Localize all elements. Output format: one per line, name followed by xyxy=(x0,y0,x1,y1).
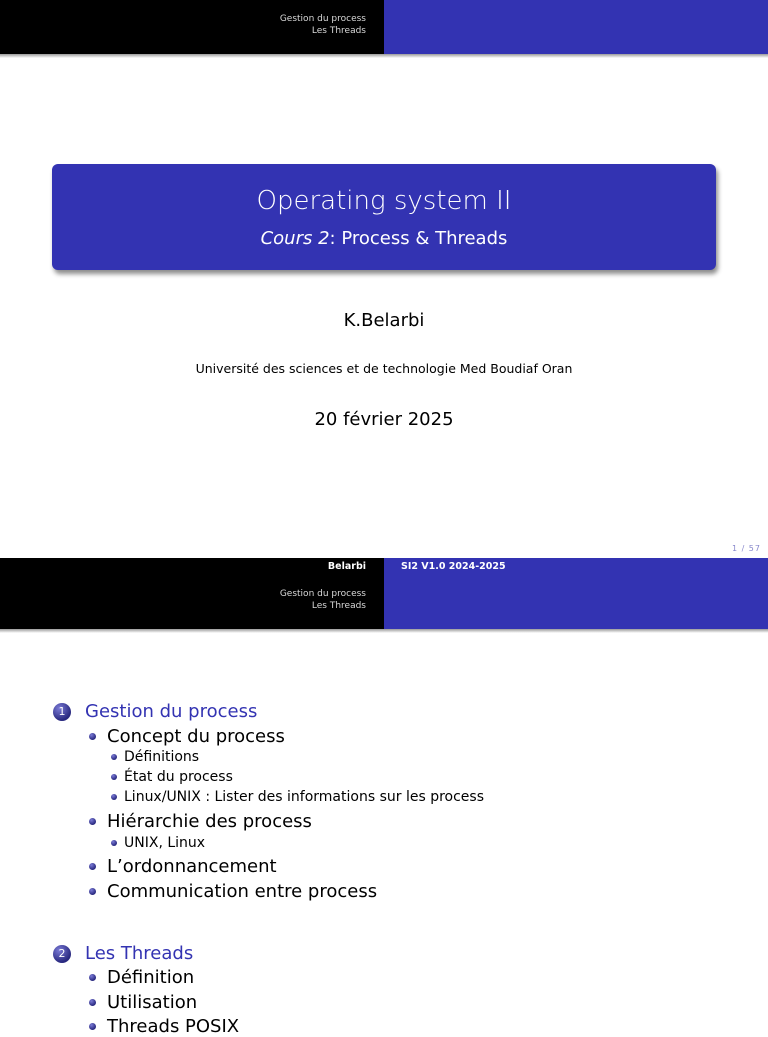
header2-nav-right xyxy=(384,578,768,629)
institute-name: Université des sciences et de technologie Med Boudiaf Oran xyxy=(195,361,573,376)
header-shadow xyxy=(0,54,768,58)
bullet-icon xyxy=(89,974,96,981)
section-number-ball: 2 xyxy=(53,945,71,963)
outline-subitem[interactable] xyxy=(111,749,199,765)
outline-subitem-label: Linux/UNIX : Lister des informations sur les process xyxy=(124,789,484,805)
presentation-title: Operating system II xyxy=(256,186,512,216)
bullet-icon xyxy=(89,1023,96,1030)
outline-subitem-label: État du process xyxy=(124,769,233,785)
page-number: 1 / 57 xyxy=(731,544,761,553)
outline-item-label: Threads POSIX xyxy=(107,1016,240,1037)
bullet-icon xyxy=(89,999,96,1006)
bullet-icon xyxy=(89,818,96,825)
nav-subsection[interactable]: Les Threads xyxy=(311,26,366,36)
outline-item[interactable] xyxy=(89,856,277,877)
outline-item[interactable] xyxy=(89,811,312,832)
nav2-subsection[interactable]: Les Threads xyxy=(311,601,366,611)
header-nav-left xyxy=(0,0,384,54)
presentation-date: 20 février 2025 xyxy=(314,409,454,430)
header2-nav-left xyxy=(0,578,384,629)
presentation-subtitle xyxy=(52,228,716,249)
outline-item[interactable] xyxy=(89,967,194,988)
subtitle-course: Cours 2 xyxy=(260,228,330,249)
outline-subitem[interactable] xyxy=(111,769,233,785)
outline-item-label: Concept du process xyxy=(107,726,285,747)
nav-section[interactable]: Gestion du process xyxy=(279,14,366,24)
bullet-icon xyxy=(111,774,117,780)
outline-item[interactable] xyxy=(89,1016,239,1037)
footer-left xyxy=(0,558,384,578)
outline-section-1[interactable] xyxy=(53,701,257,722)
title-box xyxy=(52,164,716,270)
outline-subitem-label: Définitions xyxy=(124,749,200,765)
header2-shadow xyxy=(0,629,768,633)
subtitle-topic: : Process & Threads xyxy=(329,228,508,249)
footer-author: Belarbi xyxy=(327,561,366,572)
section-label: Gestion du process xyxy=(85,701,258,722)
outline-item[interactable] xyxy=(89,992,197,1013)
outline-item-label: Définition xyxy=(107,967,195,988)
section-number-ball: 1 xyxy=(53,703,71,721)
outline-item-label: L’ordonnancement xyxy=(107,856,277,877)
outline-item[interactable] xyxy=(89,881,377,902)
bullet-icon xyxy=(89,888,96,895)
outline-item-label: Utilisation xyxy=(107,992,198,1013)
outline-subitem[interactable] xyxy=(111,835,205,851)
bullet-icon xyxy=(89,863,96,870)
section-label: Les Threads xyxy=(85,943,194,964)
nav2-section[interactable]: Gestion du process xyxy=(279,589,366,599)
outline-subitem[interactable] xyxy=(111,789,484,805)
outline-item-label: Communication entre process xyxy=(107,881,378,902)
bullet-icon xyxy=(111,840,117,846)
bullet-icon xyxy=(111,754,117,760)
bullet-icon xyxy=(111,794,117,800)
footer-course: SI2 V1.0 2024-2025 xyxy=(401,561,506,572)
header-nav-right xyxy=(384,0,768,54)
outline-item[interactable] xyxy=(89,726,285,747)
outline-item-label: Hiérarchie des process xyxy=(107,811,312,832)
author-name: K.Belarbi xyxy=(343,310,425,331)
footer-right xyxy=(384,558,768,578)
outline-subitem-label: UNIX, Linux xyxy=(124,835,206,851)
bullet-icon xyxy=(89,733,96,740)
outline-section-2[interactable] xyxy=(53,943,193,964)
